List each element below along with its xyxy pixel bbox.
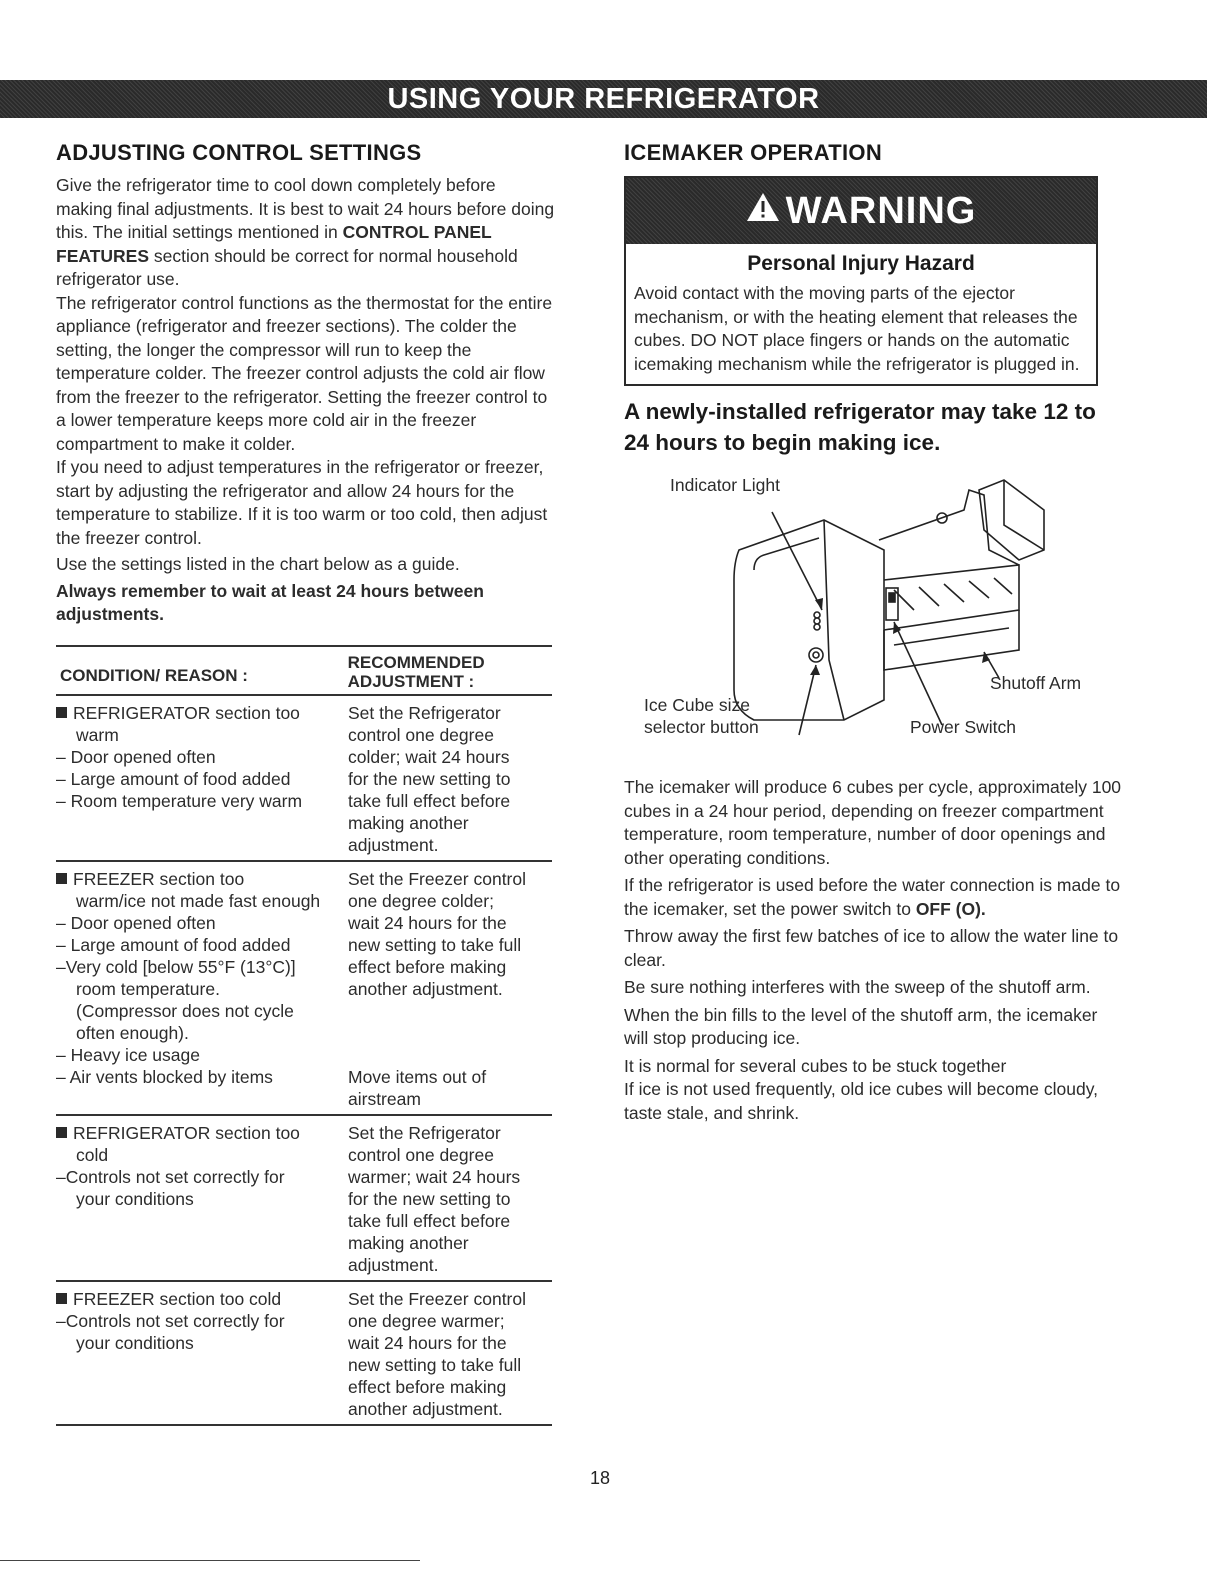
para-guide: Use the settings listed in the chart below as a guide. — [56, 554, 460, 574]
para-adjust-temps: If you need to adjust temperatures in the refrigerator or freezer, start by adjusting the refrigerator and allow 24 hours for the temperature to stabilize. If it is too warm or too cold, then adjust the freezer control. — [56, 457, 548, 548]
adjustment-cell: Set the Refrigerator control one degree warmer; wait 24 hours for the new setting to take full effect before making another adjustment. — [348, 1122, 521, 1275]
para-shutoff-sweep: Be sure nothing interferes with the sweep of the shutoff arm. — [624, 977, 1091, 997]
adjustment-cell: Set the Refrigerator control one degree colder; wait 24 hours for the new setting to take full effect before making another adjustment. — [348, 702, 511, 855]
para-old-ice: If ice is not used frequently, old ice cubes will become cloudy, taste stale, and shrink. — [624, 1079, 1099, 1123]
condition-cell: REFRIGERATOR section too cold –Controls not set correctly for your conditions — [56, 1122, 300, 1209]
para-power-switch: If the refrigerator is used before the water connection is made to the icemaker, set the power switch to OFF (O). — [624, 875, 1121, 919]
warning-triangle-icon — [746, 192, 780, 231]
adjusting-heading: ADJUSTING CONTROL SETTINGS — [56, 140, 422, 165]
table-row — [56, 1282, 552, 1426]
para-production: The icemaker will produce 6 cubes per cycle, approximately 100 cubes in a 24 hour period, depending on freezer compartment temperature, room temperature, number of door openings and other operating conditions. — [624, 777, 1122, 868]
header-adjustment: RECOMMENDED ADJUSTMENT : — [347, 652, 485, 691]
left-column — [56, 140, 556, 1426]
condition-cell: FREEZER section too cold –Controls not set correctly for your conditions — [56, 1288, 285, 1353]
adjustment-cell: Set the Freezer control one degree colder; wait 24 hours for the new setting to take full effect before making another adjustment. Move items out of airstream — [348, 868, 526, 1109]
label-shutoff-arm: Shutoff Arm — [990, 673, 1082, 693]
warning-body — [626, 244, 1096, 384]
adjustment-table — [56, 645, 552, 1426]
icemaker-diagram — [624, 470, 1124, 770]
label-indicator-light: Indicator Light — [670, 475, 780, 495]
warning-text: Avoid contact with the moving parts of the ejector mechanism, or with the heating element that releases the cubes. DO NOT place fingers or hands on the automatic icemaking mechanism while the refrigerator is plugged in. — [634, 283, 1080, 374]
condition-cell: FREEZER section too warm/ice not made fast enough – Door opened often – Large amount of food added –Very cold [below 55°F (13°C)] room temperature. (Compressor does not cycle often enough). – Heavy ice usage – Air vents blocked by items — [56, 868, 321, 1087]
icemaker-text — [624, 776, 1124, 1125]
bullet-square-icon — [56, 1293, 67, 1304]
header-condition: CONDITION/ REASON : — [60, 665, 248, 685]
para-cool-down: Give the refrigerator time to cool down completely before making final adjustments. It is best to wait 24 hours before doing this. The initial settings mentioned in CONTROL PANEL FEATURES section should be correct for normal household refrigerator use. — [56, 175, 555, 289]
bullet-square-icon — [56, 873, 67, 884]
warning-box — [624, 176, 1098, 386]
label-power-switch: Power Switch — [910, 717, 1017, 737]
para-stuck-cubes: It is normal for several cubes to be stuck together — [624, 1055, 1007, 1076]
table-header — [56, 645, 552, 696]
bullet-square-icon — [56, 707, 67, 718]
table-row — [56, 696, 552, 862]
para-bin-fills: When the bin fills to the level of the shutoff arm, the icemaker will stop producing ice. — [624, 1004, 1098, 1048]
para-reminder: Always remember to wait at least 24 hours between adjustments. — [56, 580, 484, 624]
bullet-square-icon — [56, 1127, 67, 1138]
warning-header — [626, 178, 1096, 244]
condition-cell: REFRIGERATOR section too warm – Door opened often – Large amount of food added – Room temperature very warm — [56, 702, 303, 811]
warning-label: WARNING — [785, 189, 977, 232]
table-row — [56, 1116, 552, 1282]
footer-rule — [0, 1560, 420, 1561]
adjusting-text — [56, 174, 556, 627]
banner-title: USING YOUR REFRIGERATOR — [387, 82, 820, 115]
section-banner — [0, 80, 1207, 118]
label-ice-cube-size-selector: Ice Cube size selector button — [644, 695, 759, 737]
newly-installed-note: A newly-installed refrigerator may take 12 to 24 hours to begin making ice. — [624, 399, 1096, 455]
right-column — [624, 140, 1124, 1129]
para-thermostat: The refrigerator control functions as the thermostat for the entire appliance (refrigerator and freezer sections). The colder the setting, the longer the compressor will run to keep the temperature colder. The freezer control adjusts the cold air flow from the freezer to the refrigerator. Setting the freezer control to a lower temperature keeps more cold air in the freezer compartment to make it colder. — [56, 292, 553, 454]
table-row — [56, 862, 552, 1116]
warning-subtitle: Personal Injury Hazard — [747, 252, 975, 275]
para-first-batches: Throw away the first few batches of ice to allow the water line to clear. — [624, 926, 1119, 970]
page-number: 18 — [590, 1468, 611, 1488]
adjustment-cell: Set the Freezer control one degree warmer; wait 24 hours for the new setting to take full effect before making another adjustment. — [348, 1288, 526, 1419]
icemaker-heading: ICEMAKER OPERATION — [624, 140, 883, 165]
